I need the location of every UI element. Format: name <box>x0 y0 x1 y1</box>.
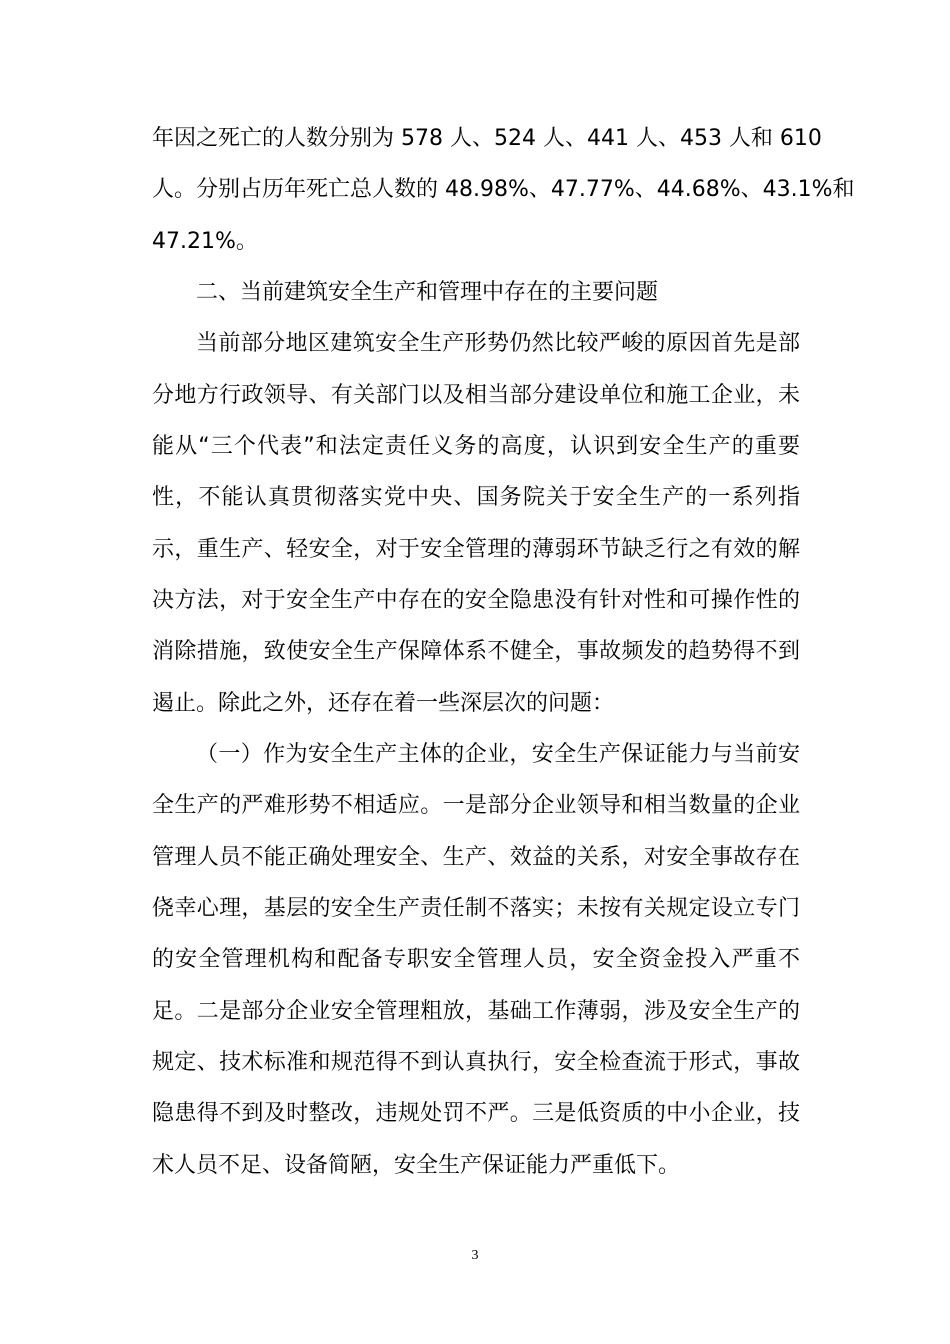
text-line: 年因之死亡的人数分别为 578 人、524 人、441 人、453 人和 610 <box>152 126 822 151</box>
text-line: 术人员不足、设备简陋，安全生产保证能力严重低下。 <box>152 1153 681 1178</box>
section-heading: 二、当前建筑安全生产和管理中存在的主要问题 <box>196 280 659 305</box>
text-line: 足。二是部分企业安全管理粗放，基础工作薄弱，涉及安全生产的 <box>152 999 800 1024</box>
text-line: 侥幸心理，基层的安全生产责任制不落实；未按有关规定设立专门 <box>152 896 800 921</box>
text-line: 全生产的严难形势不相适应。一是部分企业领导和相当数量的企业 <box>152 793 800 818</box>
text-line: 决方法，对于安全生产中存在的安全隐患没有针对性和可操作性的 <box>152 588 800 613</box>
page-number: 3 <box>471 1248 479 1263</box>
text-line: 人。分别占历年死亡总人数的 48.98%、47.77%、44.68%、43.1%和 <box>152 177 855 202</box>
text-line: 当前部分地区建筑安全生产形势仍然比较严峻的原因首先是部 <box>196 331 800 356</box>
text-line: 遏止。除此之外，还存在着一些深层次的问题： <box>152 691 615 716</box>
text-line: 消除措施，致使安全生产保障体系不健全，事故频发的趋势得不到 <box>152 639 800 664</box>
text-line: 能从“三个代表”和法定责任义务的高度，认识到安全生产的重要 <box>152 434 800 459</box>
text-line: 规定、技术标准和规范得不到认真执行，安全检查流于形式，事故 <box>152 1050 800 1075</box>
text-line: 的安全管理机构和配备专职安全管理人员，安全资金投入严重不 <box>152 947 800 972</box>
text-line: 隐患得不到及时整改，违规处罚不严。三是低资质的中小企业，技 <box>152 1101 800 1126</box>
subsection-line: （一）作为安全生产主体的企业，安全生产保证能力与当前安 <box>196 742 800 767</box>
text-line: 示，重生产、轻安全，对于安全管理的薄弱环节缺乏行之有效的解 <box>152 537 800 562</box>
text-line: 管理人员不能正确处理安全、生产、效益的关系，对安全事故存在 <box>152 845 800 870</box>
text-line: 分地方行政领导、有关部门以及相当部分建设单位和施工企业，未 <box>152 383 800 408</box>
text-line: 47.21%。 <box>152 229 258 254</box>
text-line: 性，不能认真贯彻落实党中央、国务院关于安全生产的一系列指 <box>152 485 800 510</box>
